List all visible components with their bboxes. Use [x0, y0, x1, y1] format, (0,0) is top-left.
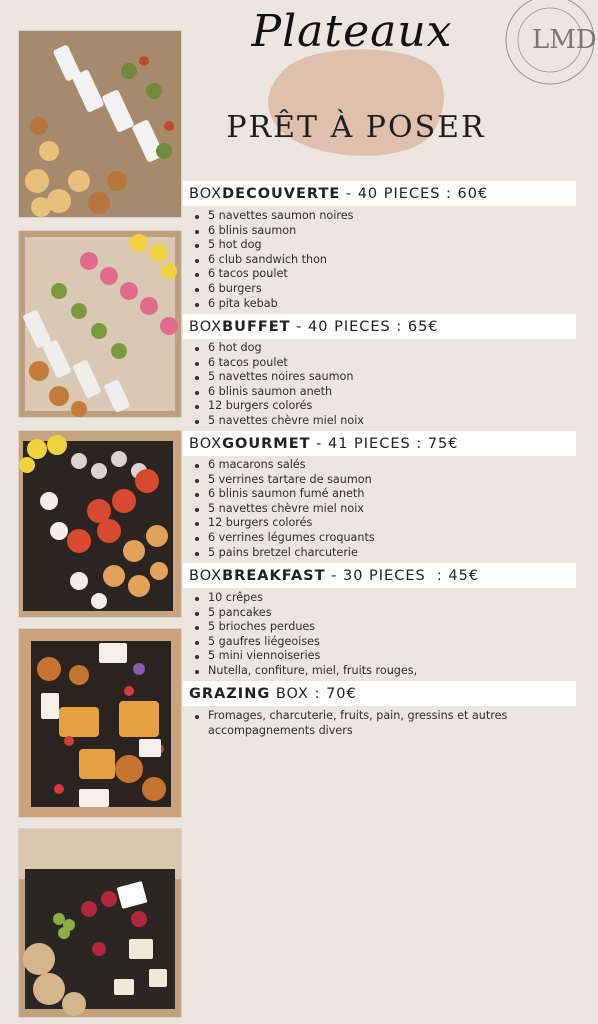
list-item: 5 pancakes	[192, 606, 417, 621]
breakfast-photo-icon	[19, 629, 181, 817]
box-decouverte-items	[192, 209, 353, 311]
list-item: 5 verrines tartare de saumon	[192, 473, 375, 488]
box-details: BOX : 70€	[270, 685, 357, 702]
list-item: 5 pains bretzel charcuterie	[192, 546, 375, 561]
box-grazing-header	[183, 681, 576, 706]
photo-grazing-platter	[18, 828, 182, 1018]
list-item: 6 tacos poulet	[192, 267, 353, 282]
photo-buffet-platter	[18, 230, 182, 418]
box-details: - 40 PIECES : 65€	[290, 318, 439, 335]
box-prefix: BOX	[189, 435, 223, 452]
box-details: - 30 PIECES : 45€	[325, 567, 480, 584]
box-name: BREAKFAST	[222, 567, 326, 584]
list-item: 12 burgers colorés	[192, 516, 375, 531]
list-item: 5 brioches perdues	[192, 620, 417, 635]
grazing-photo-icon	[19, 829, 181, 1017]
box-grazing-items	[192, 709, 568, 738]
list-item: 5 navettes noires saumon	[192, 370, 364, 385]
box-details: - 41 PIECES : 75€	[310, 435, 459, 452]
box-name: DECOUVERTE	[222, 185, 341, 202]
list-item: 6 hot dog	[192, 341, 364, 356]
list-item: 6 club sandwich thon	[192, 253, 353, 268]
list-item: 6 blinis saumon fumé aneth	[192, 487, 375, 502]
box-prefix: BOX	[189, 185, 223, 202]
box-name: BUFFET	[222, 318, 291, 335]
box-gourmet-items	[192, 458, 375, 560]
list-item: 6 burgers	[192, 282, 353, 297]
list-item: 5 navettes chèvre miel noix	[192, 414, 364, 429]
photo-breakfast-platter	[18, 628, 182, 818]
list-item: Fromages, charcuterie, fruits, pain, gressins et autres accompagnements divers	[192, 709, 568, 738]
list-item: 5 gaufres liégeoises	[192, 635, 417, 650]
list-item: 5 mini viennoiseries	[192, 649, 417, 664]
box-buffet-items	[192, 341, 364, 429]
page-subtitle: PRÊT À POSER	[226, 110, 486, 145]
buffet-photo-icon	[19, 231, 181, 417]
box-breakfast-items	[192, 591, 417, 679]
list-item: Nutella, confiture, miel, fruits rouges,	[192, 664, 417, 679]
list-item: 6 blinis saumon	[192, 224, 353, 239]
list-item: 6 verrines légumes croquants	[192, 531, 375, 546]
list-item: 12 burgers colorés	[192, 399, 364, 414]
finger-food-photo-icon	[19, 31, 181, 217]
box-details: - 40 PIECES : 60€	[340, 185, 489, 202]
list-item: 5 navettes saumon noires	[192, 209, 353, 224]
gourmet-photo-icon	[19, 431, 181, 617]
list-item: 5 navettes chèvre miel noix	[192, 502, 375, 517]
photo-finger-food-platter	[18, 30, 182, 218]
page-title-script: Plateaux	[251, 6, 453, 57]
box-name: GRAZING	[189, 685, 271, 702]
list-item: 10 crêpes	[192, 591, 417, 606]
list-item: 5 hot dog	[192, 238, 353, 253]
list-item: 6 pita kebab	[192, 297, 353, 312]
logo-monogram: LMD	[532, 25, 597, 55]
box-prefix: BOX	[189, 318, 223, 335]
box-buffet-header	[183, 314, 576, 339]
box-breakfast-header	[183, 563, 576, 588]
photo-gourmet-platter	[18, 430, 182, 618]
box-prefix: BOX	[189, 567, 223, 584]
brand-logo-icon	[502, 0, 598, 88]
list-item: 6 tacos poulet	[192, 356, 364, 371]
box-gourmet-header	[183, 431, 576, 456]
list-item: 6 blinis saumon aneth	[192, 385, 364, 400]
box-name: GOURMET	[222, 435, 311, 452]
box-decouverte-header	[183, 181, 576, 206]
list-item: 6 macarons salés	[192, 458, 375, 473]
